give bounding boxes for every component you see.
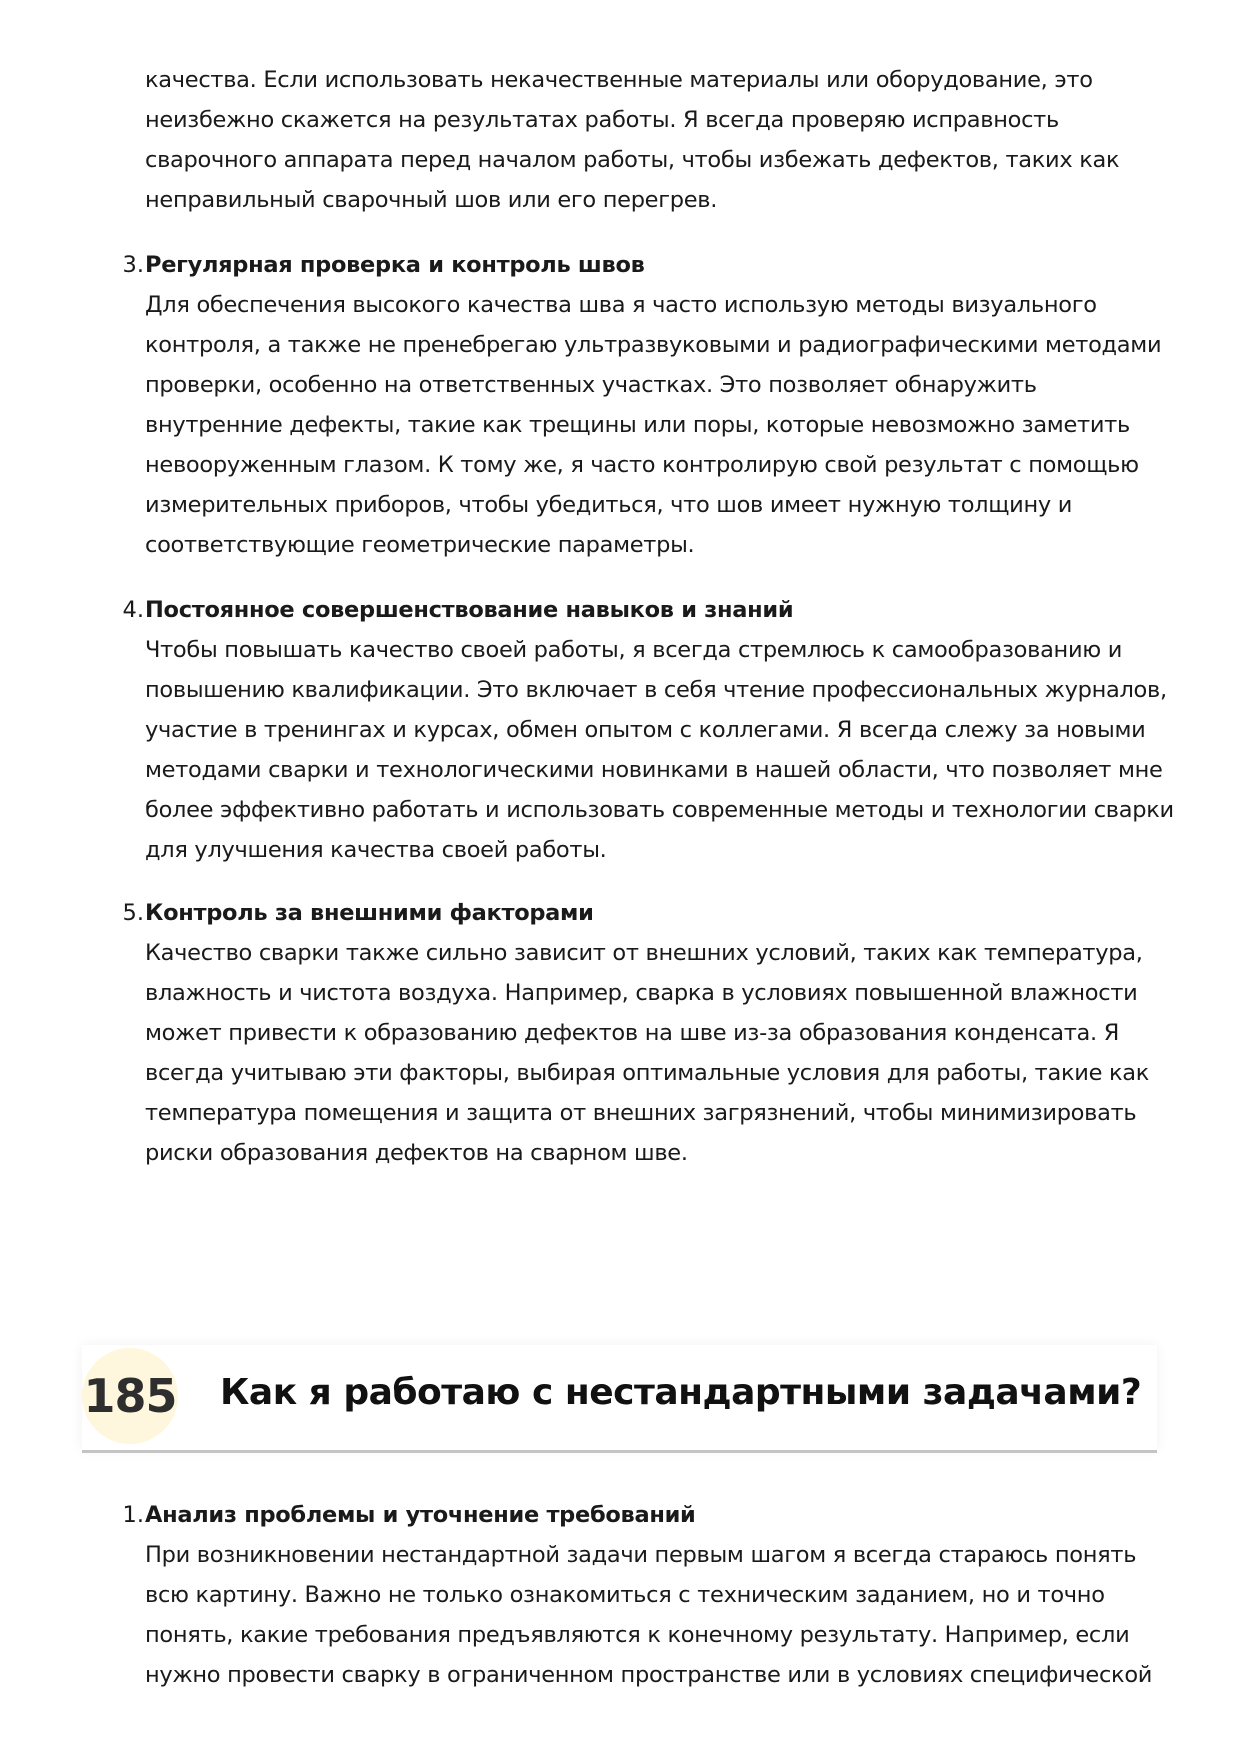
list-item-title: Анализ проблемы и уточнение требований — [145, 1502, 696, 1528]
section-divider — [82, 1450, 1157, 1453]
list-item-number: 5. — [122, 900, 144, 926]
list-item-text: Для обеспечения высокого качества шва я часто использую методы визуального контроля, а также не пренебрегаю ультразвуковыми и радиографическими методами проверки, особенно на ответственных участках. Это позволяет обнаружить внутренние дефекты, такие как трещины или поры, которые невозможно заметить невооруженным глазом. К тому же, я часто контролирую свой результат с помощью измерительных приборов, чтобы убедиться, что шов имеет нужную толщину и соответствующие геометрические параметры. — [145, 292, 1162, 558]
list-item-number: 4. — [122, 597, 144, 623]
list-item-text: При возникновении нестандартной задачи первым шагом я всегда стараюсь понять всю картину. Важно не только ознакомиться с техническим заданием, но и точно понять, какие требования предъявляются к конечному результату. Например, если нужно провести сварку в ограниченном пространстве или в условиях специфической — [145, 1542, 1153, 1688]
list-item-text: Чтобы повышать качество своей работы, я всегда стремлюсь к самообразованию и повышению квалификации. Это включает в себя чтение профессиональных журналов, участие в тренингах и курсах, обмен опытом с коллегами. Я всегда слежу за новыми методами сварки и технологическими новинками в нашей области, что позволяет мне более эффективно работать и использовать современные методы и технологии сварки для улучшения качества своей работы. — [145, 637, 1174, 863]
list-item-title: Регулярная проверка и контроль швов — [145, 252, 645, 278]
list-item-text: Качество сварки также сильно зависит от внешних условий, таких как температура, влажность и чистота воздуха. Например, сварка в условиях повышенной влажности может привести к образованию дефектов на шве из-за образования конденсата. Я всегда учитываю эти факторы, выбирая оптимальные условия для работы, такие как температура помещения и защита от внешних загрязнений, чтобы минимизировать риски образования дефектов на сварном шве. — [145, 940, 1150, 1166]
list-item-title: Постоянное совершенствование навыков и знаний — [145, 597, 794, 623]
list-item-number: 3. — [122, 252, 144, 278]
section-number-badge: 185 — [82, 1348, 178, 1444]
intro-paragraph: качества. Если использовать некачественные материалы или оборудование, это неизбежно скажется на результатах работы. Я всегда проверяю исправность сварочного аппарата перед началом работы, чтобы избежать дефектов, таких как неправильный сварочный шов или его перегрев. — [145, 67, 1120, 213]
list-item-number: 1. — [122, 1502, 144, 1528]
section-title: Как я работаю с нестандартными задачами? — [220, 1372, 1142, 1413]
list-item-title: Контроль за внешними факторами — [145, 900, 594, 926]
